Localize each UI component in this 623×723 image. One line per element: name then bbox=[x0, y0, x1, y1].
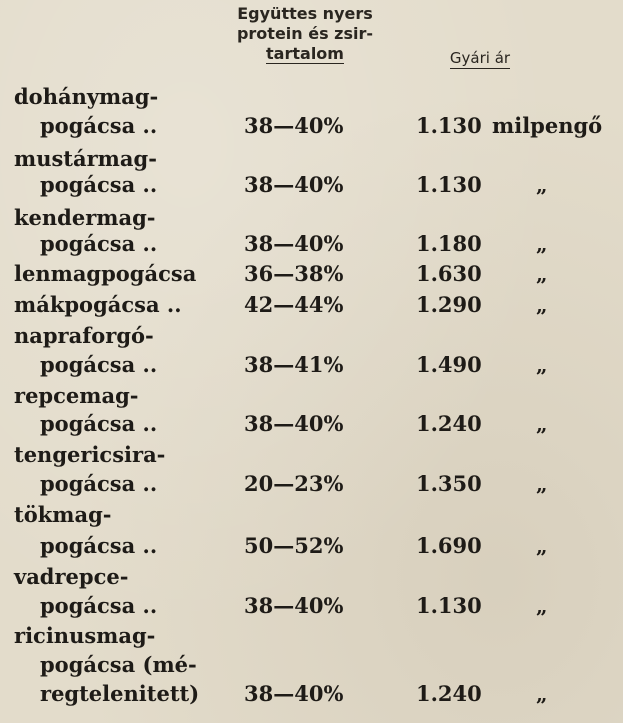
header-nutrient-line-2: protein és zsir- bbox=[236, 24, 374, 43]
row-10-price: 1.240 bbox=[416, 681, 482, 706]
row-4-unit-ditto: „ bbox=[536, 293, 548, 317]
row-6-unit-ditto: „ bbox=[536, 412, 548, 436]
row-4-name-line-1: mákpogácsa .. bbox=[14, 292, 182, 317]
row-5-name-line-1: napraforgó- bbox=[14, 323, 154, 348]
row-0-name-line-2: pogácsa .. bbox=[40, 113, 158, 138]
row-10-name-line-1: ricinusmag- bbox=[14, 623, 156, 648]
row-4-price: 1.290 bbox=[416, 292, 482, 317]
row-9-price: 1.130 bbox=[416, 593, 482, 618]
row-7-price: 1.350 bbox=[416, 471, 482, 496]
row-1-percent: 38—40% bbox=[244, 172, 344, 197]
row-5-name-line-2: pogácsa .. bbox=[40, 352, 158, 377]
row-5-unit-ditto: „ bbox=[536, 353, 548, 377]
row-7-name-line-1: tengericsira- bbox=[14, 442, 166, 467]
row-9-unit-ditto: „ bbox=[536, 594, 548, 618]
header-nutrient-line-1: Együttes nyers bbox=[237, 4, 373, 23]
row-2-percent: 38—40% bbox=[244, 231, 344, 256]
row-3-unit-ditto: „ bbox=[536, 262, 548, 286]
row-7-unit-ditto: „ bbox=[536, 472, 548, 496]
row-8-price: 1.690 bbox=[416, 533, 482, 558]
row-9-name-line-1: vadrepce- bbox=[14, 564, 129, 589]
row-6-name-line-2: pogácsa .. bbox=[40, 411, 158, 436]
row-8-unit-ditto: „ bbox=[536, 534, 548, 558]
header-nutrient-content bbox=[205, 4, 405, 64]
row-6-percent: 38—40% bbox=[244, 411, 344, 436]
header-factory-price bbox=[420, 48, 540, 69]
row-3-name-line-1: lenmagpogácsa bbox=[14, 261, 197, 286]
row-4-percent: 42—44% bbox=[244, 292, 344, 317]
row-1-unit-ditto: „ bbox=[536, 173, 548, 197]
row-5-price: 1.490 bbox=[416, 352, 482, 377]
row-8-name-line-2: pogácsa .. bbox=[40, 533, 158, 558]
row-0-unit: milpengő bbox=[492, 113, 603, 138]
row-8-name-line-1: tökmag- bbox=[14, 502, 112, 527]
row-10-percent: 38—40% bbox=[244, 681, 344, 706]
row-10-name-line-3: regtelenitett) bbox=[40, 681, 200, 706]
row-3-percent: 36—38% bbox=[244, 261, 344, 286]
row-1-price: 1.130 bbox=[416, 172, 482, 197]
row-6-price: 1.240 bbox=[416, 411, 482, 436]
row-10-name-line-2: pogácsa (mé- bbox=[40, 652, 197, 677]
row-2-unit-ditto: „ bbox=[536, 232, 548, 256]
row-6-name-line-1: repcemag- bbox=[14, 383, 139, 408]
row-1-name-line-2: pogácsa .. bbox=[40, 172, 158, 197]
row-0-price: 1.130 bbox=[416, 113, 482, 138]
header-price-label: Gyári ár bbox=[449, 49, 511, 67]
row-2-name-line-1: kendermag- bbox=[14, 205, 156, 230]
row-8-percent: 50—52% bbox=[244, 533, 344, 558]
row-3-price: 1.630 bbox=[416, 261, 482, 286]
row-9-percent: 38—40% bbox=[244, 593, 344, 618]
row-5-percent: 38—41% bbox=[244, 352, 344, 377]
row-7-percent: 20—23% bbox=[244, 471, 344, 496]
row-1-name-line-1: mustármag- bbox=[14, 146, 157, 171]
row-0-name-line-1: dohánymag- bbox=[14, 84, 159, 109]
row-9-name-line-2: pogácsa .. bbox=[40, 593, 158, 618]
row-7-name-line-2: pogácsa .. bbox=[40, 471, 158, 496]
row-0-percent: 38—40% bbox=[244, 113, 344, 138]
header-nutrient-line-3: tartalom bbox=[266, 44, 344, 63]
row-10-unit-ditto: „ bbox=[536, 682, 548, 706]
row-2-name-line-2: pogácsa .. bbox=[40, 231, 158, 256]
row-2-price: 1.180 bbox=[416, 231, 482, 256]
